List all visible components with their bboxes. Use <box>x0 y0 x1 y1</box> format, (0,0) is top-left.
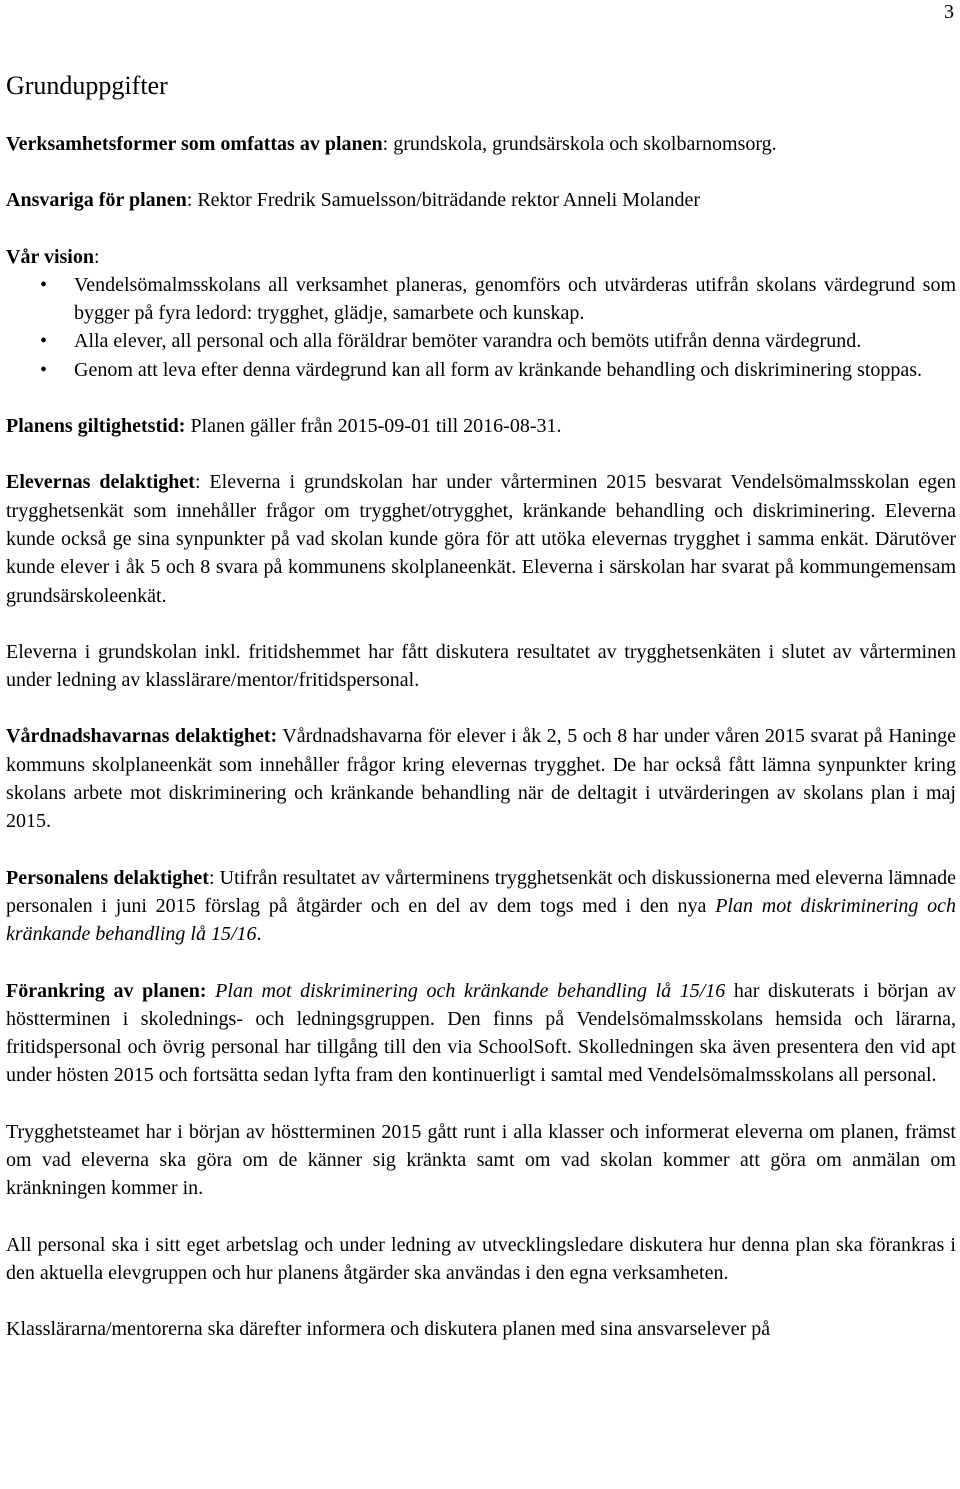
giltighetstid-paragraph <box>6 412 956 440</box>
vision-heading <box>6 243 956 271</box>
ansvariga-paragraph <box>6 186 956 214</box>
giltighetstid-label: Planens giltighetstid: <box>6 415 186 438</box>
page-number: 3 <box>944 1 954 23</box>
giltighetstid-text: Planen gäller från 2015-09-01 till 2016-08-31. <box>185 415 562 438</box>
trygghetsteamet-paragraph: Trygghetsteamet har i början av höstterminen 2015 gått runt i alla klasser och informerat eleverna om planen, främst om vad eleverna ska göra om de känner sig kränkta samt om vad skolan kommer att göra om anmälan om kränkningen kommer in. <box>6 1120 956 1200</box>
section-heading: Grunduppgifter <box>6 71 168 100</box>
personalens-text: : Utifrån resultatet av vårterminens trygghetsenkät och diskussionerna med eleverna lämnade personalen i juni 2015 förslag på åtgärder och en del av dem togs med i den nya <box>6 866 956 917</box>
verksamhetsformer-label: Verksamhetsformer som omfattas av planen <box>6 133 383 155</box>
vision-colon: : <box>93 245 100 268</box>
elevernas-label: Elevernas delaktighet <box>6 471 195 494</box>
elevernas-text: : Eleverna i grundskolan har under vårterminen 2015 besvarat Vendelsömalmsskolan egen trygghetsenkät som innehåller frågor om trygghet/otrygghet, kränkande behandling och diskriminering. Eleverna kunde också ge sina synpunkter på vad skolan kunde göra för att utöka elevernas trygghet i samma enkät. Därutöver kunde elever i åk 5 och 8 svara på kommunens skolplaneenkät. Eleverna i särskolan har svarat på kommungemensam grundsärskoleenkät. <box>6 471 956 607</box>
elevernas-paragraph <box>6 468 956 609</box>
personalens-end: . <box>256 923 262 946</box>
list-item: • Alla elever, all personal och alla föräldrar bemöter varandra och bemöts utifrån denna värdegrund. <box>6 327 956 355</box>
forankring-label: Förankring av planen: <box>6 979 207 1002</box>
vision-list <box>6 271 956 384</box>
list-item: • Genom att leva efter denna värdegrund kan all form av kränkande behandling och diskriminering stoppas. <box>6 356 956 384</box>
vardnadshavarnas-paragraph <box>6 722 956 835</box>
personalens-label: Personalens delaktighet <box>6 866 209 889</box>
vision-label: Vår vision <box>6 245 94 268</box>
verksamhetsformer-paragraph <box>6 130 956 158</box>
vardnadshavarnas-text: Vårdnadshavarna för elever i åk 2, 5 och 8 har under våren 2015 svarat på Haninge kommuns skolplaneenkät som innehåller frågor kring elevernas trygghet. De har också fått lämna synpunkter kring skolans arbete mot diskriminering och kränkande behandling när de deltagit i utvärderingen av skolans plan i maj 2015. <box>6 725 956 833</box>
document-body <box>6 68 956 1372</box>
all-personal-paragraph: All personal ska i sitt eget arbetslag och under ledning av utvecklingsledare diskutera hur denna plan ska förankras i den aktuella elevgruppen och hur planens åtgärder ska användas i den egna verksamheten. <box>6 1233 956 1284</box>
forankring-text: har diskuterats i början av höstterminen i skolednings- och ledningsgruppen. Den finns på Vendelsömalmsskolans hemsida och lärarna, fritidspersonal och övrig personal har tillgång till den via SchoolSoft. Skolledningen ska även presentera den vid apt under hösten 2015 och fortsätta sedan lyfta fram den kontinuerligt i samtal med Vendelsömalmsskolans all personal. <box>6 979 957 1087</box>
personalens-paragraph <box>6 864 956 949</box>
verksamhetsformer-text: : grundskola, grundsärskola och skolbarnomsorg. <box>382 133 777 155</box>
ansvariga-label: Ansvariga för planen <box>6 189 187 212</box>
ansvariga-text: : Rektor Fredrik Samuelsson/biträdande rektor Anneli Molander <box>186 189 700 212</box>
forankring-space <box>207 980 216 1002</box>
forankring-paragraph <box>6 977 956 1090</box>
klasslararna-paragraph: Klasslärarna/mentorerna ska därefter informera och diskutera planen med sina ansvarselever på <box>6 1318 771 1341</box>
forankring-plan-title: Plan mot diskriminering och kränkande behandling lå 15/16 <box>215 979 726 1002</box>
personalens-plan-title: Plan mot diskriminering och kränkande behandling lå 15/16 <box>6 894 956 946</box>
eleverna-fritids-paragraph: Eleverna i grundskolan inkl. fritidshemmet har fått diskutera resultatet av trygghetsenkäten i slutet av vårterminen under ledning av klasslärare/mentor/fritidspersonal. <box>6 640 956 692</box>
vardnadshavarnas-label: Vårdnadshavarnas delaktighet: <box>6 725 278 748</box>
list-item: • Vendelsömalmsskolans all verksamhet planeras, genomförs och utvärderas utifrån skolans värdegrund som bygger på fyra ledord: trygghet, glädje, samarbete och kunskap. <box>6 271 956 328</box>
